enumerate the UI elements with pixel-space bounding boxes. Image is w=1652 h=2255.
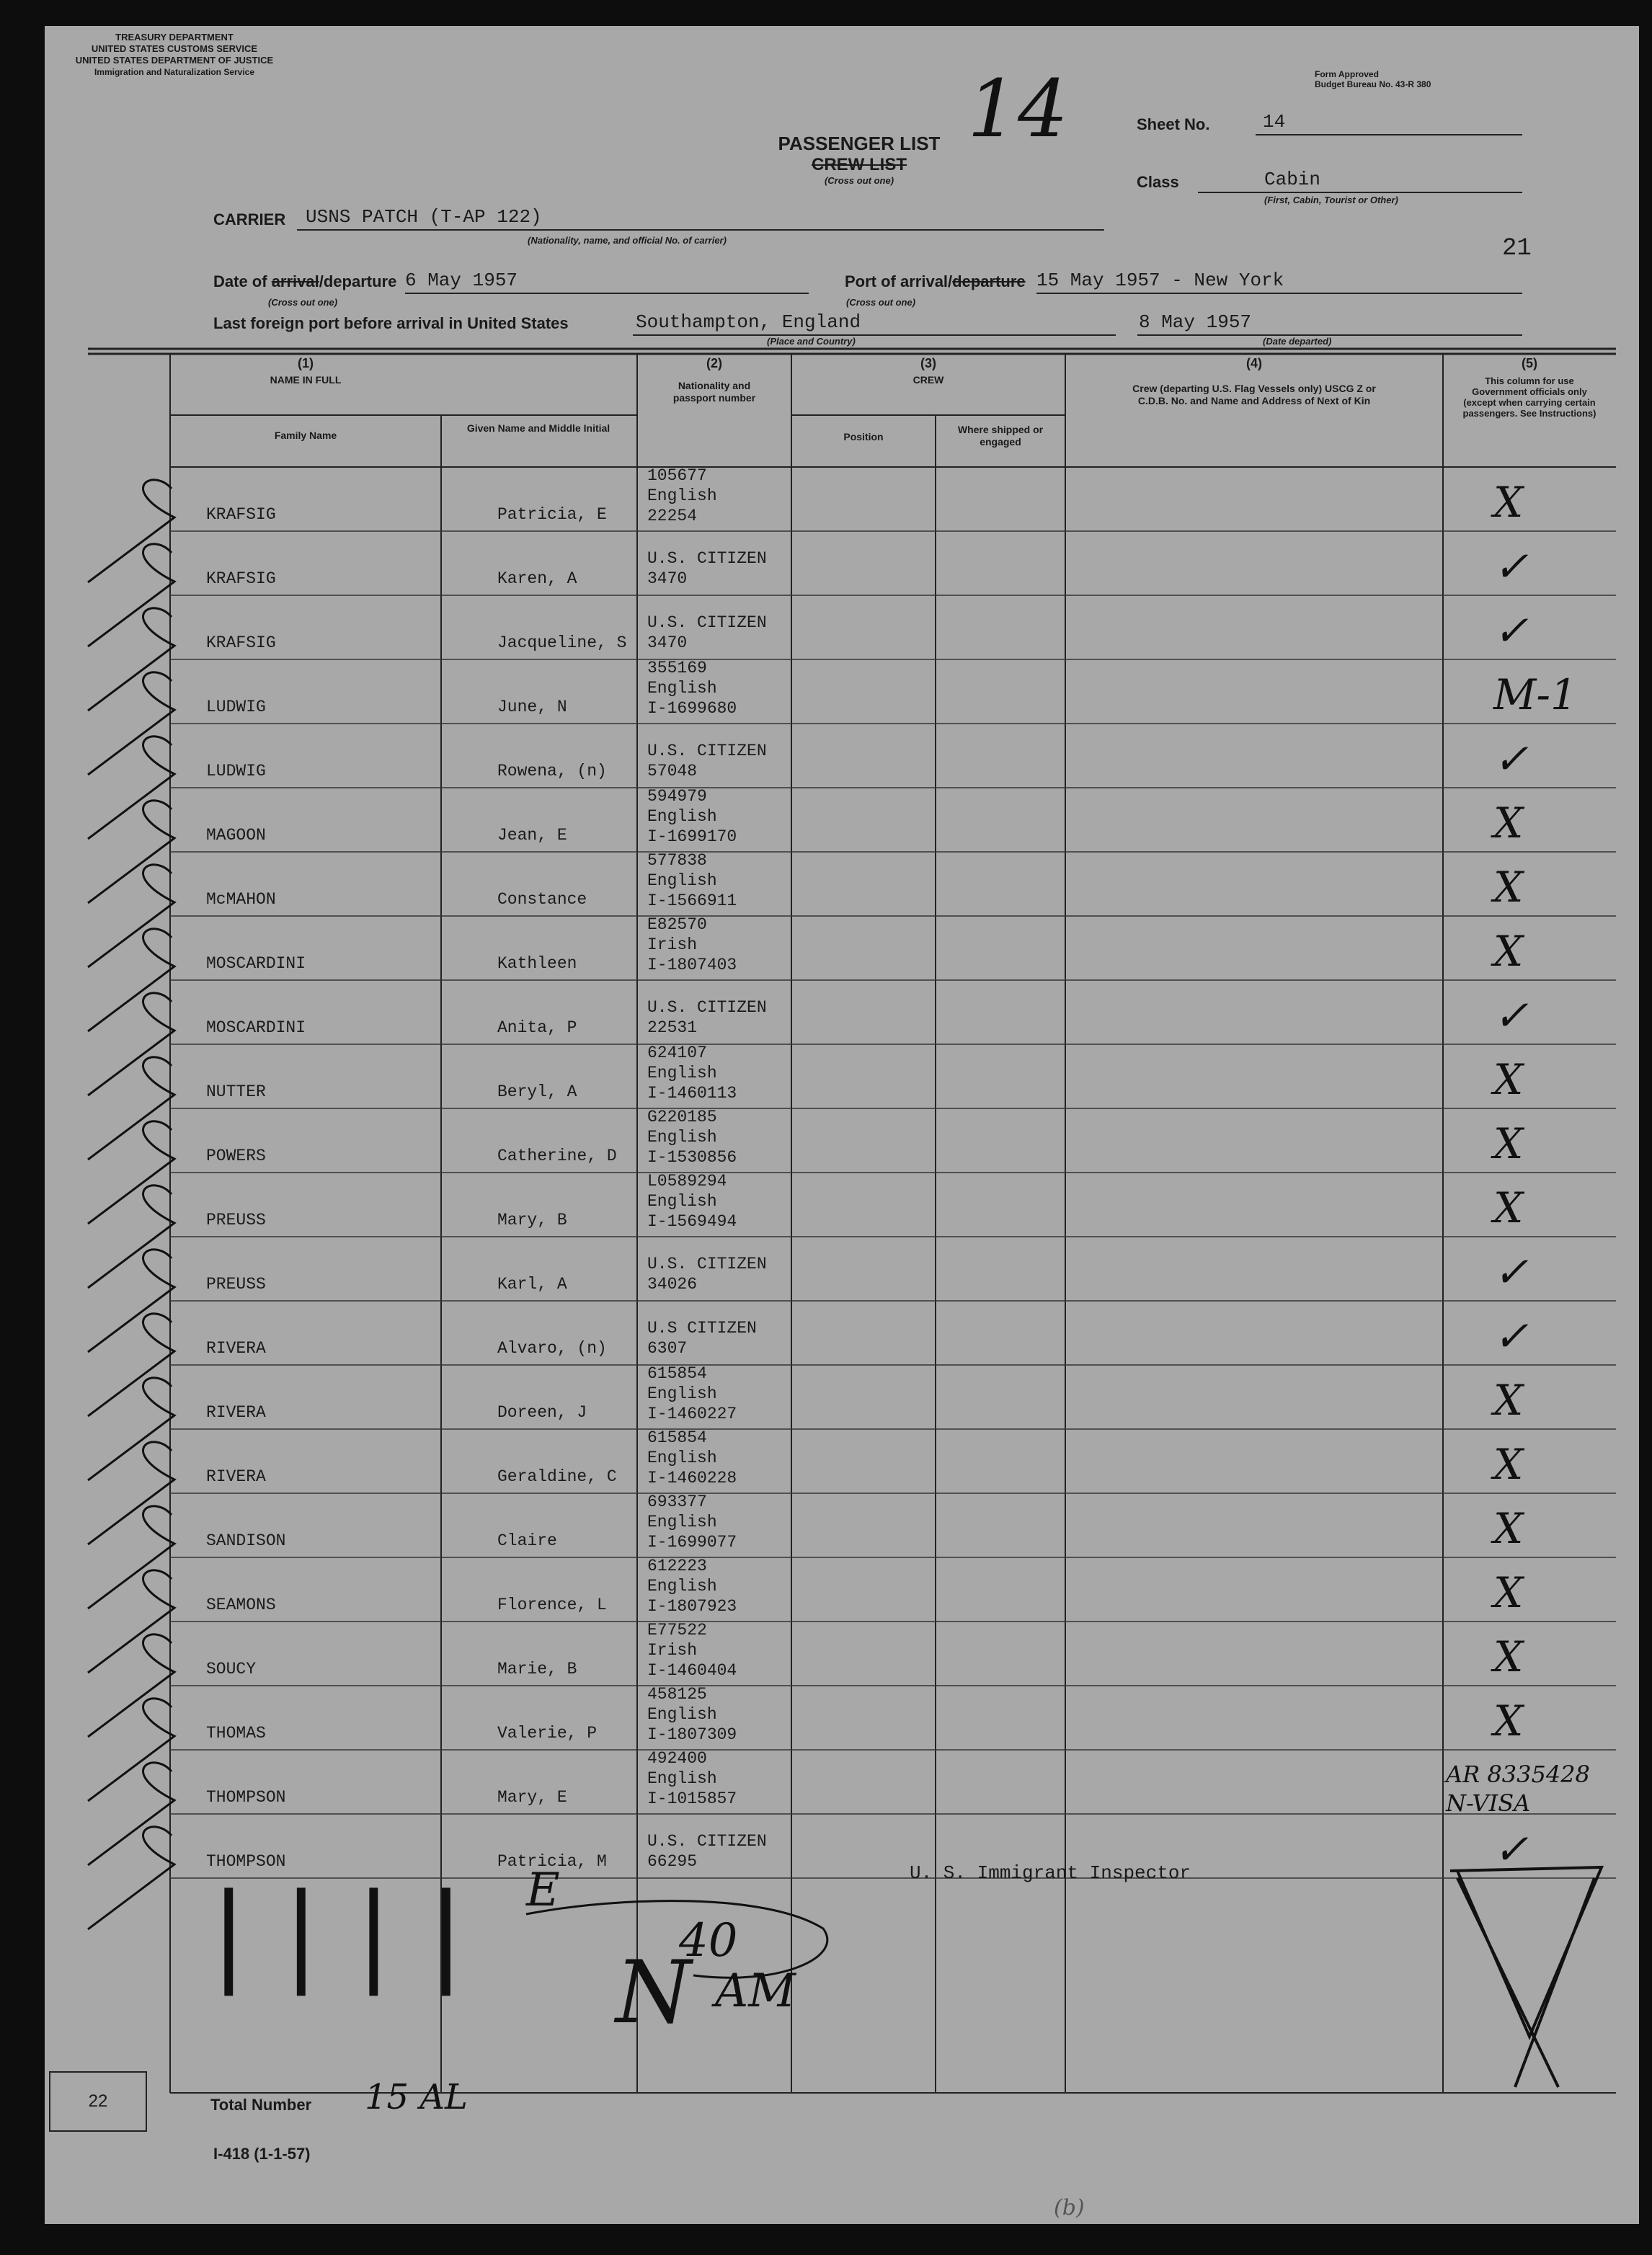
- handwritten-e: E: [526, 1864, 560, 1917]
- given-name: Florence, L: [497, 1596, 607, 1614]
- nationality-passport-line: 34026: [647, 1275, 698, 1294]
- col-given-name: Given Name and Middle Initial: [466, 422, 610, 434]
- given-name: Catherine, D: [497, 1147, 617, 1165]
- nationality-passport-line: I-1699170: [647, 827, 737, 846]
- nationality-passport-line: English: [647, 486, 717, 505]
- official-mark: X: [1493, 863, 1524, 912]
- official-mark: X: [1493, 1055, 1524, 1104]
- official-mark: ✓: [1493, 542, 1529, 591]
- total-number-label: Total Number: [210, 2096, 312, 2114]
- nationality-passport-line: I-1460228: [647, 1469, 737, 1487]
- nationality-passport-line: U.S. CITIZEN: [647, 549, 767, 568]
- nationality-passport-line: U.S. CITIZEN: [647, 998, 767, 1017]
- carrier-note: (Nationality, name, and official No. of carrier): [528, 235, 727, 246]
- given-name: Mary, B: [497, 1211, 567, 1229]
- nationality-passport-line: English: [647, 871, 717, 890]
- family-name: KRAFSIG: [206, 633, 276, 652]
- given-name: Marie, B: [497, 1660, 577, 1678]
- nationality-passport-line: English: [647, 1192, 717, 1211]
- nationality-passport-line: English: [647, 1064, 717, 1082]
- given-name: Rowena, (n): [497, 762, 607, 780]
- family-name: THOMAS: [206, 1724, 266, 1743]
- arrival-label-text: Port of arrival/: [845, 272, 953, 290]
- nationality-passport-line: 6307: [647, 1339, 688, 1358]
- nationality-passport-line: 3470: [647, 633, 688, 652]
- official-mark: X: [1493, 1376, 1524, 1425]
- col2-title: Nationality and passport number: [672, 380, 756, 404]
- given-name: Anita, P: [497, 1018, 577, 1037]
- given-name: Patricia, E: [497, 505, 607, 524]
- form-approved-line-2: Budget Bureau No. 43-R 380: [1315, 79, 1431, 89]
- nationality-passport-line: Irish: [647, 935, 698, 954]
- nationality-passport-line: 624107: [647, 1044, 707, 1062]
- nationality-passport-line: 57048: [647, 762, 698, 780]
- title-passenger-list: PASSENGER LIST: [778, 133, 941, 154]
- carrier-value: USNS PATCH (T-AP 122): [306, 206, 542, 228]
- departure-label-prefix: Date of: [213, 272, 272, 290]
- official-mark: X: [1493, 799, 1524, 848]
- official-mark: ✓: [1493, 606, 1529, 655]
- nationality-passport-line: I-1807309: [647, 1725, 737, 1744]
- form-number: I-418 (1-1-57): [213, 2145, 311, 2163]
- nationality-passport-line: E77522: [647, 1621, 707, 1640]
- given-name: Jacqueline, S: [497, 633, 627, 652]
- bottom-mark: (b): [1054, 2195, 1085, 2220]
- nationality-passport-line: G220185: [647, 1108, 717, 1126]
- official-mark: ✓: [1493, 1247, 1529, 1296]
- official-mark: M-1: [1493, 670, 1577, 719]
- family-name: RIVERA: [206, 1467, 266, 1486]
- nationality-passport-line: 22531: [647, 1018, 698, 1037]
- nationality-passport-line: 66295: [647, 1852, 698, 1871]
- given-name: Alvaro, (n): [497, 1339, 607, 1358]
- nationality-passport-line: U.S. CITIZEN: [647, 1255, 767, 1273]
- tally-marks: ||||: [210, 1871, 501, 1996]
- col-where-shipped: Where shipped or engaged: [957, 424, 1044, 448]
- nationality-passport-line: 577838: [647, 851, 707, 870]
- given-name: Valerie, P: [497, 1724, 598, 1743]
- col3-number: (3): [920, 356, 936, 370]
- official-mark: AR 8335428 N-VISA: [1446, 1761, 1590, 1817]
- nationality-passport-line: 105677: [647, 466, 707, 485]
- col4-number: (4): [1246, 356, 1262, 370]
- family-name: MAGOON: [206, 826, 266, 845]
- nationality-passport-line: English: [647, 1705, 717, 1724]
- family-name: PREUSS: [206, 1211, 266, 1229]
- departure-label-struck: arrival: [271, 272, 319, 290]
- last-port-value: Southampton, England: [636, 311, 861, 333]
- family-name: RIVERA: [206, 1403, 266, 1422]
- family-name: PREUSS: [206, 1275, 266, 1294]
- nationality-passport-line: English: [647, 1128, 717, 1147]
- nationality-passport-line: 3470: [647, 569, 688, 588]
- official-mark: X: [1493, 1504, 1524, 1553]
- nationality-passport-line: I-1530856: [647, 1148, 737, 1167]
- given-name: Karen, A: [497, 569, 577, 588]
- official-mark: X: [1493, 1183, 1524, 1232]
- col3-title: CREW: [912, 374, 944, 386]
- col4-title: Crew (departing U.S. Flag Vessels only) USCG Z or C.D.B. No. and Name and Address of Next of Kin: [1132, 383, 1376, 406]
- family-name: THOMPSON: [206, 1788, 286, 1807]
- col2-number: (2): [706, 356, 722, 370]
- agency-line-2: UNITED STATES CUSTOMS SERVICE: [91, 43, 258, 54]
- agency-line-1: TREASURY DEPARTMENT: [115, 32, 234, 43]
- nationality-passport-line: I-1807923: [647, 1597, 737, 1616]
- nationality-passport-line: English: [647, 1513, 717, 1531]
- family-name: NUTTER: [206, 1082, 266, 1101]
- arrival-note: (Cross out one): [846, 297, 916, 308]
- col5-title: This column for use Government officials only (except when carrying certain passengers. See Instructions): [1462, 375, 1597, 419]
- nationality-passport-line: I-1460113: [647, 1084, 737, 1103]
- official-mark: ✓: [1493, 1312, 1529, 1361]
- agency-line-3: UNITED STATES DEPARTMENT OF JUSTICE: [75, 55, 274, 66]
- family-name: MOSCARDINI: [206, 1018, 306, 1037]
- sheet-value: 14: [1263, 111, 1286, 133]
- nationality-passport-line: L0589294: [647, 1172, 727, 1191]
- col1-title: NAME IN FULL: [270, 374, 342, 386]
- family-name: MOSCARDINI: [206, 954, 306, 973]
- nationality-passport-line: 22254: [647, 507, 698, 525]
- given-name: Constance: [497, 890, 587, 909]
- nationality-passport-line: 615854: [647, 1428, 707, 1447]
- handwritten-am: AM: [715, 1965, 796, 2018]
- family-name: SOUCY: [206, 1660, 257, 1678]
- nationality-passport-line: I-1699077: [647, 1533, 737, 1552]
- total-number-handwritten: 15 AL: [365, 2077, 468, 2117]
- last-port-label: Last foreign port before arrival in United States: [213, 314, 569, 332]
- nationality-passport-line: I-1566911: [647, 891, 737, 910]
- given-name: Jean, E: [497, 826, 567, 845]
- nationality-passport-line: 615854: [647, 1364, 707, 1383]
- given-name: Patricia, M: [497, 1852, 607, 1871]
- official-mark: X: [1493, 1632, 1524, 1681]
- nationality-passport-line: I-1807403: [647, 956, 737, 974]
- nationality-passport-line: U.S CITIZEN: [647, 1319, 757, 1338]
- nationality-passport-line: 492400: [647, 1749, 707, 1768]
- total-number-box: 22: [49, 2071, 147, 2132]
- col5-number: (5): [1522, 356, 1537, 370]
- class-value: Cabin: [1264, 169, 1321, 190]
- nationality-passport-line: 594979: [647, 787, 707, 806]
- nationality-passport-line: 612223: [647, 1557, 707, 1575]
- nationality-passport-line: English: [647, 1384, 717, 1403]
- nationality-passport-line: U.S. CITIZEN: [647, 742, 767, 760]
- last-port-date: 8 May 1957: [1139, 311, 1252, 333]
- nationality-passport-line: 458125: [647, 1685, 707, 1704]
- class-note: (First, Cabin, Tourist or Other): [1264, 195, 1398, 205]
- family-name: McMAHON: [206, 890, 276, 909]
- carrier-label: CARRIER: [213, 210, 286, 228]
- official-mark: X: [1493, 478, 1524, 527]
- handwritten-40: 40: [679, 1914, 738, 1967]
- nationality-passport-line: I-1569494: [647, 1212, 737, 1231]
- agency-line-4: Immigration and Naturalization Service: [94, 67, 255, 77]
- nationality-passport-line: 693377: [647, 1493, 707, 1511]
- bottom-scribbles: [45, 26, 1639, 2224]
- sheet-label: Sheet No.: [1137, 115, 1210, 133]
- family-name: KRAFSIG: [206, 569, 276, 588]
- family-name: SANDISON: [206, 1531, 286, 1550]
- official-mark: X: [1493, 1568, 1524, 1617]
- arrival-date-port: 15 May 1957 - New York: [1036, 270, 1284, 291]
- departure-note: (Cross out one): [268, 297, 338, 308]
- form-approved-line-1: Form Approved: [1315, 69, 1379, 79]
- family-name: RIVERA: [206, 1339, 266, 1358]
- nationality-passport-line: English: [647, 1449, 717, 1467]
- official-mark: X: [1493, 1119, 1524, 1168]
- given-name: Doreen, J: [497, 1403, 587, 1422]
- nationality-passport-line: Irish: [647, 1641, 698, 1660]
- official-mark: X: [1493, 1696, 1524, 1745]
- class-label: Class: [1137, 173, 1179, 191]
- handwritten-n: N: [616, 1943, 691, 2043]
- nationality-passport-line: U.S. CITIZEN: [647, 1832, 767, 1851]
- given-name: Geraldine, C: [497, 1467, 617, 1486]
- last-port-date-note: (Date departed): [1263, 336, 1332, 347]
- given-name: Karl, A: [497, 1275, 567, 1294]
- col-family-name: Family Name: [274, 430, 337, 441]
- family-name: SEAMONS: [206, 1596, 276, 1614]
- passenger-list-form: [45, 26, 1639, 2224]
- nationality-passport-line: I-1015857: [647, 1789, 737, 1808]
- arrival-label-struck: departure: [952, 272, 1026, 290]
- family-name: LUDWIG: [206, 698, 266, 716]
- handwritten-page-number: 14: [967, 63, 1068, 155]
- official-mark: ✓: [1493, 1825, 1529, 1874]
- nationality-passport-line: I-1460227: [647, 1405, 737, 1423]
- official-mark: X: [1493, 1440, 1524, 1489]
- title-crew-list: CREW LIST: [812, 155, 907, 174]
- nationality-passport-line: I-1699680: [647, 699, 737, 718]
- nationality-passport-line: English: [647, 1577, 717, 1596]
- given-name: Beryl, A: [497, 1082, 577, 1101]
- official-mark: X: [1493, 927, 1524, 976]
- family-name: LUDWIG: [206, 762, 266, 780]
- given-name: Kathleen: [497, 954, 577, 973]
- last-port-note: (Place and Country): [767, 336, 856, 347]
- nationality-passport-line: English: [647, 679, 717, 698]
- given-name: Claire: [497, 1531, 557, 1550]
- page-number: 21: [1502, 235, 1532, 262]
- given-name: Mary, E: [497, 1788, 567, 1807]
- departure-date: 6 May 1957: [405, 270, 518, 291]
- nationality-passport-line: 355169: [647, 659, 707, 677]
- inspector-stamp: U. S. Immigrant Inspector: [910, 1862, 1191, 1884]
- nationality-passport-line: I-1460404: [647, 1661, 737, 1680]
- given-name: June, N: [497, 698, 567, 716]
- nationality-passport-line: U.S. CITIZEN: [647, 613, 767, 632]
- title-note: (Cross out one): [824, 175, 894, 186]
- official-mark: ✓: [1493, 734, 1529, 783]
- nationality-passport-line: English: [647, 807, 717, 826]
- col1-number: (1): [298, 356, 314, 370]
- departure-label-suffix: /departure: [319, 272, 397, 290]
- col-position: Position: [843, 431, 884, 442]
- nationality-passport-line: English: [647, 1769, 717, 1788]
- family-name: KRAFSIG: [206, 505, 276, 524]
- official-mark: ✓: [1493, 991, 1529, 1040]
- family-name: THOMPSON: [206, 1852, 286, 1871]
- nationality-passport-line: E82570: [647, 915, 707, 934]
- family-name: POWERS: [206, 1147, 266, 1165]
